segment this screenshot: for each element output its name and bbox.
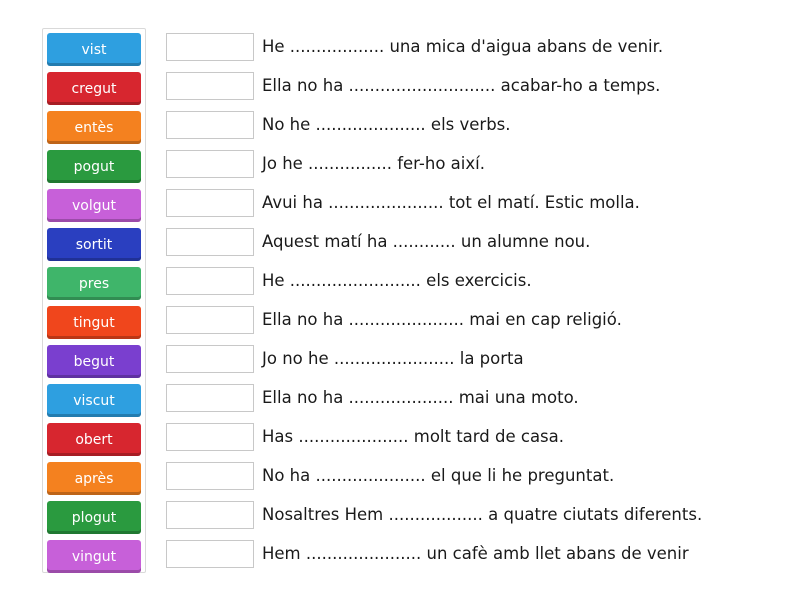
answer-drop-box[interactable] (166, 306, 254, 334)
sentence-row (166, 423, 786, 453)
word-tile-vingut[interactable]: vingut (47, 540, 141, 573)
sentence-row (166, 72, 786, 102)
sentence-row (166, 306, 786, 336)
word-bank (42, 28, 146, 573)
word-tile-sortit[interactable]: sortit (47, 228, 141, 261)
word-tile-obert[interactable]: obert (47, 423, 141, 456)
sentence-text: Jo no he ....................... la porta (262, 349, 524, 368)
sentence-row (166, 540, 786, 570)
sentence-row (166, 33, 786, 63)
sentence-text: Hem ...................... un cafè amb llet abans de venir (262, 544, 689, 563)
sentence-row (166, 111, 786, 141)
answer-drop-box[interactable] (166, 228, 254, 256)
answer-drop-box[interactable] (166, 72, 254, 100)
sentence-text: Has ..................... molt tard de casa. (262, 427, 565, 446)
sentence-text: Nosaltres Hem .................. a quatre ciutats diferents. (262, 505, 703, 524)
answer-drop-box[interactable] (166, 189, 254, 217)
sentence-text: No he ..................... els verbs. (262, 115, 511, 134)
word-tile-tingut[interactable]: tingut (47, 306, 141, 339)
sentence-row (166, 384, 786, 414)
word-tile-begut[interactable]: begut (47, 345, 141, 378)
sentence-text: Ella no ha .................... mai una moto. (262, 388, 579, 407)
answer-drop-box[interactable] (166, 501, 254, 529)
sentence-row (166, 501, 786, 531)
word-tile-vist[interactable]: vist (47, 33, 141, 66)
sentence-text: Avui ha ...................... tot el matí. Estic molla. (262, 193, 640, 212)
sentence-text: Ella no ha ...................... mai en cap religió. (262, 310, 622, 329)
sentence-text: Aquest matí ha ............ un alumne nou. (262, 232, 591, 251)
sentence-row (166, 345, 786, 375)
word-tile-apres[interactable]: après (47, 462, 141, 495)
word-tile-pogut[interactable]: pogut (47, 150, 141, 183)
answer-drop-box[interactable] (166, 423, 254, 451)
word-tile-cregut[interactable]: cregut (47, 72, 141, 105)
sentence-row (166, 228, 786, 258)
answer-drop-box[interactable] (166, 462, 254, 490)
sentence-text: Jo he ................ fer-ho així. (262, 154, 485, 173)
sentence-text: He ......................... els exercicis. (262, 271, 532, 290)
answer-drop-box[interactable] (166, 150, 254, 178)
answer-drop-box[interactable] (166, 345, 254, 373)
answer-drop-box[interactable] (166, 33, 254, 61)
sentence-row (166, 189, 786, 219)
word-tile-plogut[interactable]: plogut (47, 501, 141, 534)
sentence-text: He .................. una mica d'aigua abans de venir. (262, 37, 664, 56)
sentence-text: Ella no ha ............................ acabar-ho a temps. (262, 76, 661, 95)
sentence-text: No ha ..................... el que li he preguntat. (262, 466, 615, 485)
answer-drop-box[interactable] (166, 540, 254, 568)
word-tile-pres[interactable]: pres (47, 267, 141, 300)
sentence-row (166, 462, 786, 492)
sentence-row (166, 267, 786, 297)
answer-drop-box[interactable] (166, 267, 254, 295)
answer-drop-box[interactable] (166, 111, 254, 139)
word-tile-entes[interactable]: entès (47, 111, 141, 144)
sentence-row (166, 150, 786, 180)
word-tile-viscut[interactable]: viscut (47, 384, 141, 417)
word-tile-volgut[interactable]: volgut (47, 189, 141, 222)
answer-drop-box[interactable] (166, 384, 254, 412)
